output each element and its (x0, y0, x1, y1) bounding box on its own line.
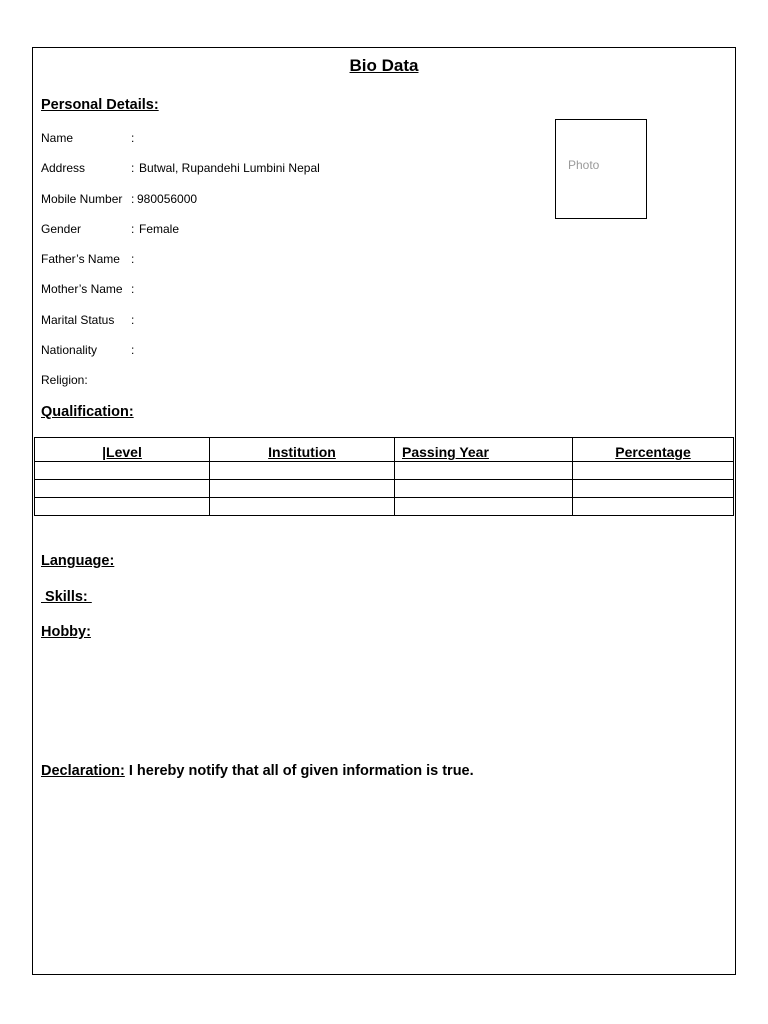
field-mobile-separator: : (131, 192, 135, 206)
field-fathers-name (41, 252, 139, 266)
table-cell (35, 480, 210, 498)
table-cell (35, 498, 210, 516)
personal-details-heading: Personal Details: (41, 97, 159, 113)
qualification-heading: Qualification: (41, 404, 134, 420)
table-row (35, 480, 734, 498)
photo-placeholder (555, 119, 647, 219)
field-mother-label: Mother’s Name (41, 282, 123, 296)
field-mobile-value: 980056000 (137, 192, 198, 206)
declaration-label: Declaration: (41, 763, 125, 779)
table-cell (573, 462, 734, 480)
field-marital-label: Marital Status (41, 313, 115, 327)
table-cell (395, 462, 573, 480)
qualification-header-row (35, 438, 734, 462)
field-mobile-number (41, 192, 197, 206)
field-gender (41, 222, 179, 236)
field-father-separator: : (131, 252, 135, 266)
table-cell (395, 498, 573, 516)
field-mothers-name (41, 282, 139, 296)
table-row (35, 498, 734, 516)
field-nationality-separator: : (131, 343, 135, 357)
field-religion-label: Religion: (41, 373, 88, 387)
field-religion (41, 373, 88, 387)
table-cell (573, 480, 734, 498)
field-name-label: Name (41, 131, 74, 145)
table-cell (395, 480, 573, 498)
field-mobile-label: Mobile Number (41, 192, 123, 206)
table-cell (573, 498, 734, 516)
hobby-heading: Hobby: (41, 624, 91, 640)
column-header-institution: Institution (210, 438, 395, 462)
field-address-value: Butwal, Rupandehi Lumbini Nepal (139, 161, 320, 175)
table-cell (210, 498, 395, 516)
field-address-separator: : (131, 161, 135, 175)
field-mother-separator: : (131, 282, 135, 296)
field-nationality-label: Nationality (41, 343, 98, 357)
field-name (41, 131, 139, 145)
skills-heading: Skills: (41, 589, 92, 605)
table-cell (35, 462, 210, 480)
column-header-passing-year: Passing Year (395, 438, 573, 462)
field-gender-label: Gender (41, 222, 82, 236)
document-title: Bio Data (349, 56, 419, 75)
field-address-label: Address (41, 161, 86, 175)
language-heading: Language: (41, 553, 115, 569)
field-gender-value: Female (139, 222, 180, 236)
field-gender-separator: : (131, 222, 135, 236)
table-row (35, 462, 734, 480)
field-name-separator: : (131, 131, 135, 145)
declaration (41, 763, 474, 779)
field-marital-separator: : (131, 313, 135, 327)
field-nationality (41, 343, 139, 357)
table-cell (210, 480, 395, 498)
field-address (41, 161, 320, 175)
table-cell (210, 462, 395, 480)
declaration-text: I hereby notify that all of given information is true. (124, 763, 474, 779)
column-header-level: |Level (35, 438, 210, 462)
qualification-table (34, 437, 734, 516)
field-father-label: Father’s Name (41, 252, 120, 266)
photo-label: Photo (568, 158, 600, 172)
column-header-percentage: Percentage (573, 438, 734, 462)
field-marital-status (41, 313, 139, 327)
